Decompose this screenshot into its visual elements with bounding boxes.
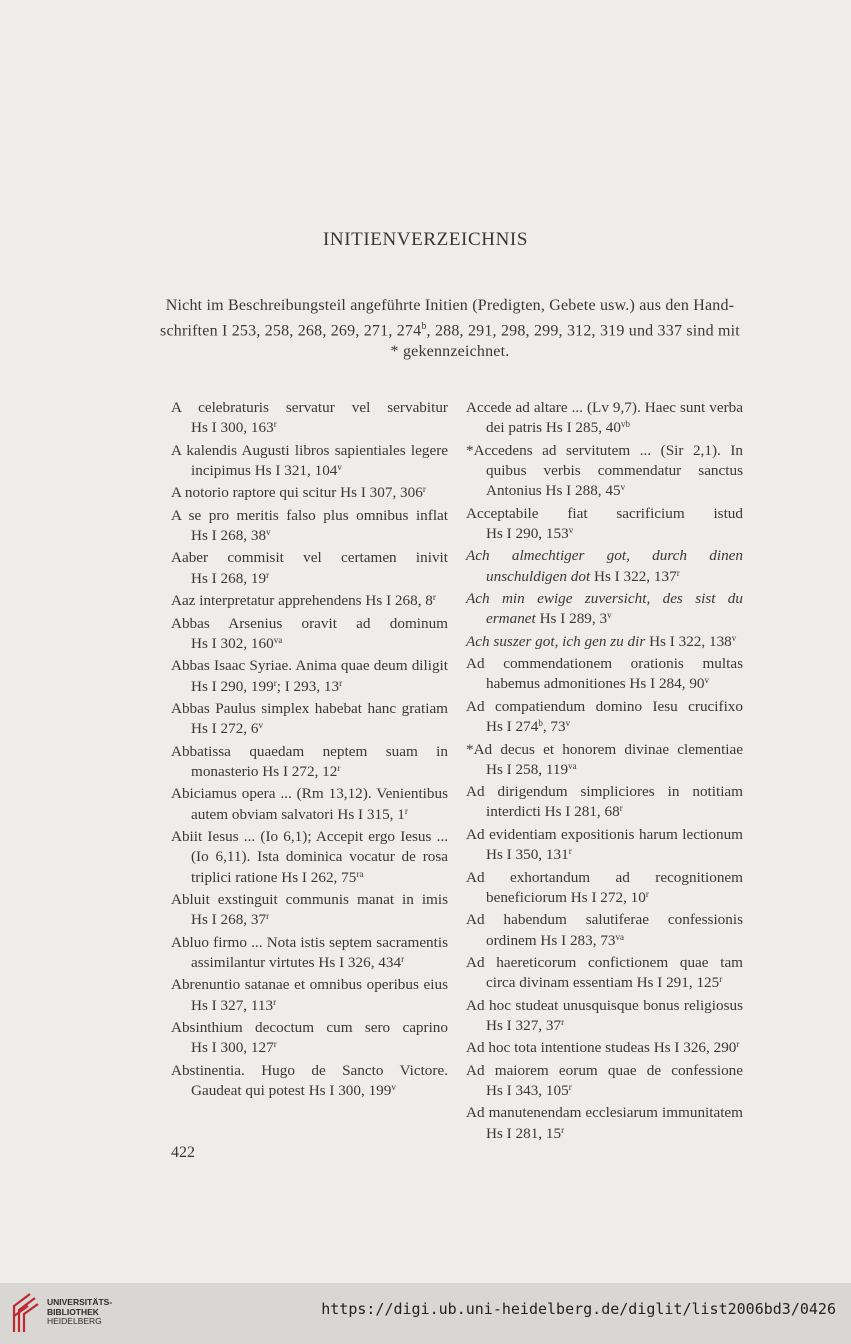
index-entry [466, 1038, 743, 1058]
entry-reference: Hs I 290, 153$^v$ [486, 524, 574, 542]
index-entry [171, 1018, 448, 1059]
entry-reference: Hs I 326, 434$^r$ [318, 953, 405, 971]
entry-incipit: Aaz interpretatur apprehendens [171, 592, 366, 610]
entry-reference: Hs I 322, 137$^r$ [594, 567, 680, 585]
entry-incipit: Ad haereticorum confictionem quae tam circa divinam essentiam [466, 953, 743, 992]
index-entry [171, 656, 448, 697]
entry-incipit: Abiciamus opera ... (Rm 13,12). Venientibus autem obviam salvatori [171, 785, 448, 823]
entry-incipit: Accede ad altare ... (Lv 9,7). Haec sunt verba dei patris [466, 399, 743, 437]
entry-reference: Hs I 258, $119^{va}$ [486, 760, 577, 778]
entry-incipit: Ad hoc tota intentione studeas [466, 1039, 654, 1057]
index-entry [171, 548, 448, 589]
entry-incipit: Abbas Paulus simplex habebat hanc gratiam [171, 699, 448, 717]
entry-reference: Hs I 283, $73^{va}$ [540, 931, 625, 949]
index-entry [171, 1061, 448, 1102]
index-entry [171, 506, 448, 547]
index-entry [466, 740, 743, 781]
index-entry [171, 398, 448, 439]
entry-reference: Hs I 281, 15$^r$ [486, 1124, 565, 1142]
entry-incipit: A se pro meritis falso plus omnibus inflat [171, 506, 448, 524]
entry-incipit: Abiit Iesus ... (Io 6,1); Accepit ergo Iesus ... (Io 6,11). Ista dominica vocatur de rosa triplici ratione [171, 827, 448, 886]
entry-reference: Hs I 272, 6$^v$ [191, 720, 263, 738]
entry-incipit: Abbas Isaac Syriae. Anima quae deum diligit [171, 657, 448, 675]
index-entry [466, 910, 743, 951]
intro-paragraph [150, 295, 750, 362]
index-entry [171, 614, 448, 655]
entry-reference: Hs I 322, 138$^v$ [649, 632, 737, 650]
index-entry [466, 632, 743, 652]
index-entry [171, 699, 448, 740]
page-title: INITIENVERZEICHNIS [323, 229, 528, 250]
source-url-link[interactable]: https://digi.ub.uni-heidelberg.de/diglit/list2006bd3/0426 [321, 1300, 836, 1318]
entry-incipit: Abluo firmo ... Nota istis septem sacramentis assimilantur virtutes [171, 933, 448, 971]
index-entry [171, 441, 448, 482]
entry-reference: Hs I 315, 1$^r$ [337, 805, 408, 823]
index-entry [466, 504, 743, 545]
index-entry [171, 742, 448, 783]
entry-incipit: Ad commendationem orationis multas habemus admonitiones [466, 655, 743, 693]
entry-reference: Hs I 272, 12$^r$ [262, 762, 341, 780]
index-entry [466, 441, 743, 502]
entry-incipit: Ach min ewige zuversicht, des sist du ermanet [466, 590, 743, 628]
entry-incipit: Ad evidentiam expositionis harum lectionum [466, 825, 743, 843]
entry-reference: Hs I 350, 131$^r$ [486, 846, 572, 864]
entry-incipit: Abluit exstinguit communis manat in imis [171, 890, 448, 908]
entry-reference: Hs I 268, 8$^r$ [365, 592, 436, 610]
entry-reference: Hs I 326, 290$^r$ [653, 1039, 740, 1057]
entry-reference: Hs I 281, 68$^r$ [544, 803, 623, 821]
index-entry [466, 589, 743, 630]
entry-reference: Hs I 327, 113$^r$ [191, 996, 277, 1014]
index-entry [466, 398, 743, 439]
index-entry [171, 483, 448, 503]
entry-reference: Hs I 302, $160^{va}$ [191, 634, 283, 652]
entry-reference: Hs I 300, 163$^r$ [191, 419, 277, 437]
index-entry [466, 1061, 743, 1102]
index-entry [466, 996, 743, 1037]
intro-line-3: * gekennzeichnet. [390, 343, 510, 361]
entry-reference: Hs I 285, $40^{vb}$ [545, 419, 630, 437]
entry-incipit: A kalendis Augusti libros sapientiales legere incipimus [171, 441, 448, 479]
entry-incipit: Abbas Arsenius oravit ad dominum [171, 614, 448, 632]
entry-reference: Hs I 288, 45$^v$ [545, 482, 626, 500]
entry-incipit: Ad maiorem eorum quae de confessione [466, 1061, 743, 1079]
right-column [466, 398, 743, 1146]
entry-incipit: Absinthium decoctum cum sero caprino [171, 1019, 448, 1037]
entry-incipit: Abbatissa quaedam neptem suam in monasterio [171, 742, 448, 780]
library-logo-text[interactable]: UNIVERSITÄTS- BIBLIOTHEK HEIDELBERG [47, 1297, 113, 1326]
index-entry [466, 1103, 743, 1144]
library-logo-icon[interactable] [10, 1292, 40, 1334]
entry-reference: Hs I 307, 306$^r$ [340, 484, 426, 502]
entry-reference: Hs I 268, 19$^r$ [191, 569, 270, 587]
entry-reference: Hs I 268, 37$^r$ [191, 911, 270, 929]
entry-incipit: Ad exhortandum ad recognitionem beneficiorum [466, 868, 743, 906]
entry-incipit: Ach suszer got, ich gen zu dir [466, 632, 650, 650]
entry-reference: Hs I 262, $75^{ra}$ [281, 868, 364, 886]
index-entry [171, 591, 448, 611]
entry-reference: Hs I 300, 127$^r$ [191, 1039, 277, 1057]
entry-incipit: Acceptabile fiat sacrificium istud [466, 504, 743, 522]
index-entry [466, 825, 743, 866]
entry-incipit: *Ad decus et honorem divinae clementiae [466, 740, 743, 758]
entry-reference: Hs I 272, 10$^r$ [570, 888, 649, 906]
entry-reference: Hs I 343, 105$^r$ [486, 1082, 572, 1099]
index-entry [171, 933, 448, 974]
entry-incipit: Ad dirigendum simpliciores in notitiam interdicti [466, 783, 743, 821]
entry-incipit: Ad compatiendum domino Iesu crucifixo [466, 697, 743, 715]
entry-incipit: Abrenuntio satanae et omnibus operibus eius [171, 976, 448, 994]
entry-incipit: Ad hoc studeat unusquisque bonus religiosus [466, 996, 743, 1014]
index-entry [466, 654, 743, 695]
index-entry [466, 697, 743, 738]
entry-reference: Hs I 290, 199$^r$; I 293, 13$^r$ [191, 677, 343, 695]
left-column [171, 398, 448, 1103]
entry-incipit: Ad habendum salutiferae confessionis ordinem [466, 911, 743, 949]
entry-reference: Hs I 291, 125$^r$ [636, 974, 723, 992]
entry-reference: Hs I 327, 37$^r$ [486, 1016, 565, 1034]
intro-line-1: Nicht im Beschreibungsteil angeführte Initien (Predigten, Gebete usw.) aus den Hand- [165, 297, 735, 314]
entry-reference: Hs I 274$^b$, 73$^v$ [486, 718, 571, 736]
entry-reference: Hs I 300, 199$^v$ [308, 1082, 396, 1099]
index-entry [466, 546, 743, 587]
index-entry [466, 868, 743, 909]
entry-incipit: A notorio raptore qui scitur [171, 484, 341, 502]
index-entry [171, 827, 448, 888]
index-entry [171, 890, 448, 931]
entry-incipit: Aaber commisit vel certamen inivit [171, 549, 448, 567]
entry-reference: Hs I 321, 104$^v$ [254, 461, 342, 479]
index-entry [171, 975, 448, 1016]
entry-incipit: *Accedens ad servitutem ... (Sir 2,1). In quibus verbis commendatur sanctus Antonius [466, 441, 743, 500]
index-entry [171, 784, 448, 825]
entry-incipit: Abstinentia. Hugo de Sancto Victore. Gaudeat qui potest [171, 1061, 448, 1099]
entry-incipit: A celebraturis servatur vel servabitur [171, 399, 448, 416]
entry-reference: Hs I 268, 38$^v$ [191, 527, 271, 545]
entry-reference: Hs I 284, 90$^v$ [629, 675, 710, 693]
index-entry [466, 953, 743, 994]
entry-incipit: Ad manutenendam ecclesiarum immunitatem [466, 1104, 743, 1122]
index-entry [466, 782, 743, 823]
entry-incipit: Ach almechtiger got, durch dinen unschuldigen dot [466, 547, 743, 585]
page-number: 422 [171, 1144, 195, 1161]
intro-line-2: schriften I 253, 258, 268, 269, 271, 274$^b$, 288, 291, 298, 299, 312, 319 und 337 sind mit [160, 321, 740, 340]
entry-reference: Hs I 289, 3$^v$ [539, 610, 612, 628]
